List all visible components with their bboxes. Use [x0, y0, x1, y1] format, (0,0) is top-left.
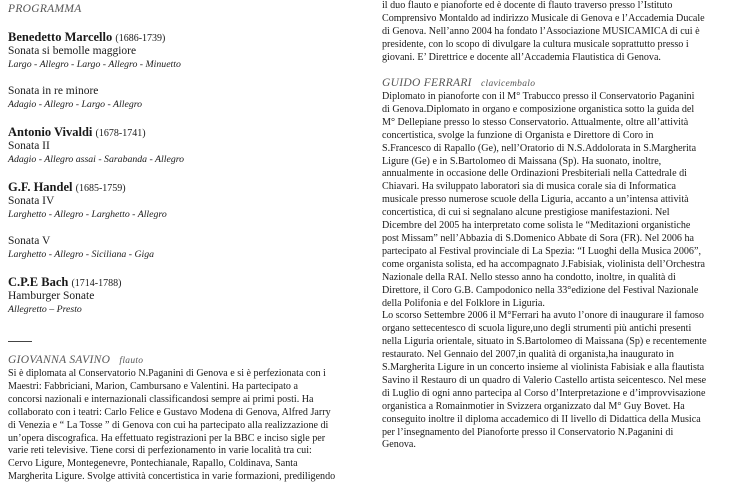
bio-line: Diplomato in pianoforte con il M° Trabucco presso il Conservatorio Paganini — [382, 91, 695, 102]
bio-line: Lo scorso Settembre 2006 il M°Ferrari ha avuto l’onore di inaugurare il famoso — [382, 310, 704, 322]
bio-line: Chiavari. Ha sviluppato laboratori sia di musica corale sia di Informatica — [382, 181, 677, 193]
piece-title: Sonata si bemolle maggiore — [8, 45, 137, 57]
bio-line: concertistica, di cui si segnalano alcune prestigiose manifestazioni. Nel — [382, 207, 670, 219]
bio-line: Cervo Ligure, Montegenevre, Pontechianale, Rapallo, Coldinava, Santa — [8, 458, 298, 470]
piece-title: Hamburger Sonate — [8, 290, 95, 302]
bio-line: un’opera discografica. Ha effettuato registrazioni per la BBC e inciso sigle per — [8, 432, 326, 444]
bio-line: di Genova.Diplomato in organo e composizione organistica sotto la guida del — [382, 103, 695, 115]
bio-line: concertistica, svolge la funzione di Organista e Direttore di Coro in — [382, 129, 654, 141]
bio-line: collaborato con i teatri: Carlo Felice e Gustavo Modena di Genova, Alfred Jarry — [8, 406, 331, 418]
bio-line: restaurato. Nel Gennaio del 2007,in qualità di organista,ha inaugurato in — [382, 349, 674, 361]
piece-title: Sonata II — [8, 140, 50, 152]
performer-name: GUIDO FERRARI — [382, 77, 472, 89]
bio-line: Comprensivo Montaldo ad indirizzo Musicale di Genova e l’Accademia Ducale — [382, 12, 705, 24]
bio-line: Ligure (Ge) e in S.Bartolomeo di Maissana (Sp). Ha suonato, inoltre, — [382, 155, 662, 167]
bio-line: conseguito inoltre il diploma accademico di II livello di Didattica della Musica — [382, 413, 701, 425]
bio-line: musicale presso numerose scuole della Liguria, accanto a un’intensa attività — [382, 194, 689, 206]
bio-line: Margherita Ligure. Svolge attività concertistica in varie formazioni, prediligendo — [8, 471, 336, 483]
bio-line: varie reti televisive. Tiene corsi di perfezionamento in varie località tra cui: — [8, 445, 312, 457]
bio-line: di Genova. Nell’anno 2004 ha fondato l’Associazione MUSICAMICA di cui è — [382, 25, 700, 37]
bio-line: organistica a Romainmotier in Svizzera organizzato dal M° Guy Bovet. Ha — [382, 400, 685, 412]
bio-line: giovani. E’ Direttrice e docente all’Accademia Flautistica di Genova. — [382, 51, 661, 63]
bio-line: Genova. — [382, 439, 416, 451]
composer-dates: (1685-1759) — [75, 183, 126, 194]
bio-line: annualmente in occasione delle Ordinazioni Presbiteriali nella Cattedrale di — [382, 168, 687, 180]
bio-line: Si è diplomata al Conservatorio N.Paganini di Genova e si è perfezionata con i — [8, 368, 326, 379]
section-divider — [8, 341, 32, 342]
piece-movements: Largo - Allegro - Largo - Allegro - Minuetto — [8, 59, 181, 70]
bio-line: S.Francesco di Rapallo (Ge), nell’Oratorio di N.S.Addolorata in S.Margherita — [382, 142, 697, 154]
composer-name: G.F. Handel — [8, 180, 73, 194]
bio-line: post Missam” nell’Abbazia di S.Domenico Abbate di Sora (FR). Nel 2006 ha — [382, 232, 695, 244]
composer-dates: (1686-1739) — [115, 33, 166, 44]
piece-title: Sonata IV — [8, 195, 55, 207]
bio-line: concorsi nazionali e internazionali classificandosi sempre ai primi posti. Ha — [8, 393, 314, 405]
performer-heading — [8, 354, 143, 366]
performer-instrument: flauto — [119, 356, 144, 366]
bio-line: nella Liguria orientale, situato in S.Bartolomeo di Maissana (Sp) e recentemente — [382, 336, 707, 348]
composer-dates: (1678-1741) — [95, 128, 146, 139]
bio-line: Maestri: Fabbriciani, Marion, Cambursano e Valentini. Ha partecipato a — [8, 380, 298, 392]
bio-line: Direttore, il Coro G.B. Campodonico nella 33°edizione del Festival Nazionale — [382, 284, 699, 296]
bio-line: M° Dellepiane presso lo stesso Conservatorio. Attualmente, oltre all’attività — [382, 116, 689, 128]
bio-line: Dicembre del 2005 ha interpretato come solista le “Meditazioni organistiche — [382, 220, 691, 232]
piece-movements: Larghetto - Allegro - Larghetto - Allegro — [8, 209, 167, 220]
performer-heading — [382, 77, 535, 89]
performer-bio-continued — [382, 0, 732, 65]
bio-line: organo settecentesco di scuola ligure,uno degli strumenti più antichi presenti — [382, 323, 692, 335]
bio-line: il duo flauto e pianoforte ed è docente di flauto traverso presso l’Istituto — [382, 0, 673, 11]
performer-bio — [8, 368, 364, 484]
bio-line: Nazionale della RAI. Nello stesso anno ha condotto, inoltre, in qualità di — [382, 271, 676, 283]
piece-title: Sonata V — [8, 235, 51, 247]
performer-name: GIOVANNA SAVINO — [8, 354, 111, 366]
composer-dates: (1714-1788) — [71, 278, 122, 289]
piece-movements: Allegretto – Presto — [8, 304, 82, 315]
bio-line: di Venezia e “ La Tosse ” di Genova con cui ha partecipato alla realizzazione di — [8, 419, 329, 431]
programma-heading: PROGRAMMA — [8, 3, 82, 15]
performer-bio — [382, 91, 732, 452]
bio-line: Savino il Restauro di un quadro di Valerio Castello artista seicentesco. Nel mese — [382, 374, 707, 386]
bio-line: presidente, con lo scopo di divulgare la cultura musicale soprattutto presso i — [382, 38, 689, 50]
bio-line: partecipato al Festival provinciale di La Spezia: “I Luoghi della Musica 2006”, — [382, 245, 701, 257]
performer-instrument: clavicembalo — [481, 79, 536, 89]
bio-line: per l’insegnamento del Pianoforte presso il Conservatorio N.Paganini di — [382, 426, 674, 438]
bio-line: S.Margherita Ligure in un concerto insieme al violinista Fabisiak e alla flautista — [382, 362, 705, 374]
piece-title: Sonata in re minore — [8, 85, 99, 97]
composer-name: Benedetto Marcello — [8, 30, 113, 44]
bio-line: di Luglio di ogni anno partecipa al Corso d’Interpretazione e d’improvvisazione — [382, 387, 706, 399]
composer-name: C.P.E Bach — [8, 275, 69, 289]
bio-line: della Polifonia e del Folklore in Liguria. — [382, 297, 545, 309]
piece-movements: Adagio - Allegro - Largo - Allegro — [8, 99, 143, 110]
composer-name: Antonio Vivaldi — [8, 125, 93, 139]
piece-movements: Larghetto - Allegro - Siciliana - Giga — [8, 249, 155, 260]
piece-movements: Adagio - Allegro assai - Sarabanda - Allegro — [8, 154, 185, 165]
bio-line: come organista solista, ed ha accompagnato J.Fabisiak, violinista dell’Orchestra — [382, 258, 706, 270]
